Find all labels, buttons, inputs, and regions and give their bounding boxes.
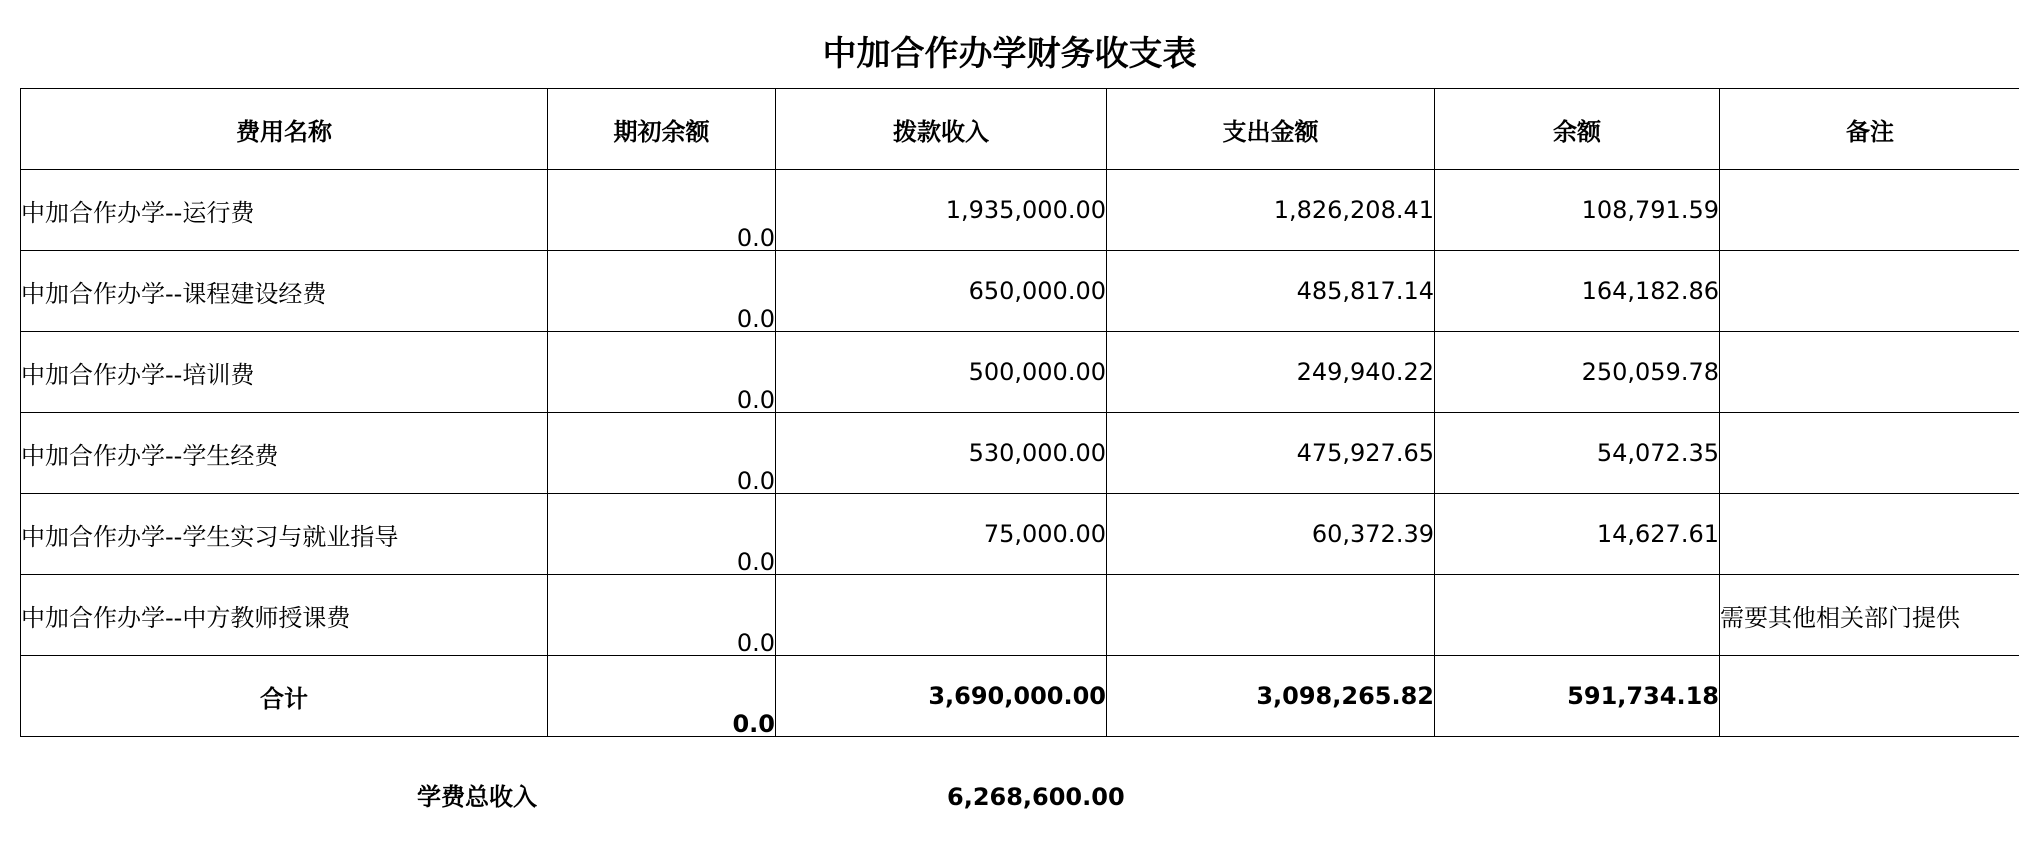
cell-name[interactable]: 中加合作办学--学生经费 (21, 413, 548, 494)
cell-income[interactable]: 530,000.00 (776, 413, 1107, 494)
column-header-balance[interactable]: 余额 (1435, 89, 1720, 170)
table-row (21, 332, 2019, 413)
table-row (21, 494, 2019, 575)
cell-income[interactable]: 650,000.00 (776, 251, 1107, 332)
table-row (21, 575, 2019, 656)
cell-income[interactable]: 75,000.00 (776, 494, 1107, 575)
cell-total-balance[interactable]: 591,734.18 (1435, 656, 1720, 737)
table-row (21, 413, 2019, 494)
cell-balance[interactable]: 250,059.78 (1435, 332, 1720, 413)
table-total-row (21, 656, 2019, 737)
cell-opening-balance[interactable] (548, 494, 776, 575)
column-header-remark[interactable]: 备注 (1720, 89, 2019, 170)
tuition-total-value[interactable]: 6,268,600.00 (947, 783, 1125, 811)
table-row (21, 170, 2019, 251)
tuition-total-label[interactable]: 学费总收入 (417, 783, 537, 811)
cell-remark[interactable]: 需要其他相关部门提供 (1720, 575, 2019, 656)
table-row (21, 251, 2019, 332)
cell-expense[interactable]: 60,372.39 (1107, 494, 1435, 575)
cell-expense[interactable] (1107, 575, 1435, 656)
cell-remark[interactable] (1720, 494, 2019, 575)
cell-balance[interactable]: 54,072.35 (1435, 413, 1720, 494)
cell-opening-value: 0.0 (736, 224, 775, 251)
cell-opening-balance[interactable] (548, 413, 776, 494)
cell-expense[interactable]: 249,940.22 (1107, 332, 1435, 413)
cell-remark[interactable] (1720, 251, 2019, 332)
cell-opening-value: 0.0 (736, 467, 775, 494)
cell-opening-value: 0.0 (736, 629, 775, 656)
cell-total-expense[interactable]: 3,098,265.82 (1107, 656, 1435, 737)
column-header-opening-balance[interactable]: 期初余额 (548, 89, 776, 170)
cell-income[interactable] (776, 575, 1107, 656)
cell-balance[interactable]: 108,791.59 (1435, 170, 1720, 251)
cell-balance[interactable] (1435, 575, 1720, 656)
cell-opening-balance[interactable] (548, 251, 776, 332)
cell-remark[interactable] (1720, 170, 2019, 251)
column-header-expense[interactable]: 支出金额 (1107, 89, 1435, 170)
finance-table (20, 88, 2019, 737)
cell-name[interactable]: 中加合作办学--学生实习与就业指导 (21, 494, 548, 575)
cell-expense[interactable]: 485,817.14 (1107, 251, 1435, 332)
cell-opening-value: 0.0 (736, 305, 775, 332)
cell-opening-value: 0.0 (736, 386, 775, 413)
cell-total-label[interactable]: 合计 (21, 656, 548, 737)
cell-name[interactable]: 中加合作办学--培训费 (21, 332, 548, 413)
table-header-row (21, 89, 2019, 170)
cell-name[interactable]: 中加合作办学--中方教师授课费 (21, 575, 548, 656)
cell-total-income[interactable]: 3,690,000.00 (776, 656, 1107, 737)
cell-expense[interactable]: 1,826,208.41 (1107, 170, 1435, 251)
cell-opening-balance[interactable] (548, 170, 776, 251)
page-title: 中加合作办学财务收支表 (822, 34, 1197, 74)
cell-balance[interactable]: 14,627.61 (1435, 494, 1720, 575)
cell-opening-value: 0.0 (736, 548, 775, 575)
cell-opening-balance[interactable] (548, 332, 776, 413)
cell-income[interactable]: 1,935,000.00 (776, 170, 1107, 251)
cell-expense[interactable]: 475,927.65 (1107, 413, 1435, 494)
cell-opening-balance[interactable] (548, 575, 776, 656)
cell-total-opening-value: 0.0 (732, 710, 775, 737)
column-header-allocation-income[interactable]: 拨款收入 (776, 89, 1107, 170)
cell-name[interactable]: 中加合作办学--课程建设经费 (21, 251, 548, 332)
cell-name[interactable]: 中加合作办学--运行费 (21, 170, 548, 251)
cell-balance[interactable]: 164,182.86 (1435, 251, 1720, 332)
column-header-name[interactable]: 费用名称 (21, 89, 548, 170)
cell-remark[interactable] (1720, 332, 2019, 413)
cell-total-opening-balance[interactable] (548, 656, 776, 737)
cell-total-remark[interactable] (1720, 656, 2019, 737)
cell-income[interactable]: 500,000.00 (776, 332, 1107, 413)
cell-remark[interactable] (1720, 413, 2019, 494)
